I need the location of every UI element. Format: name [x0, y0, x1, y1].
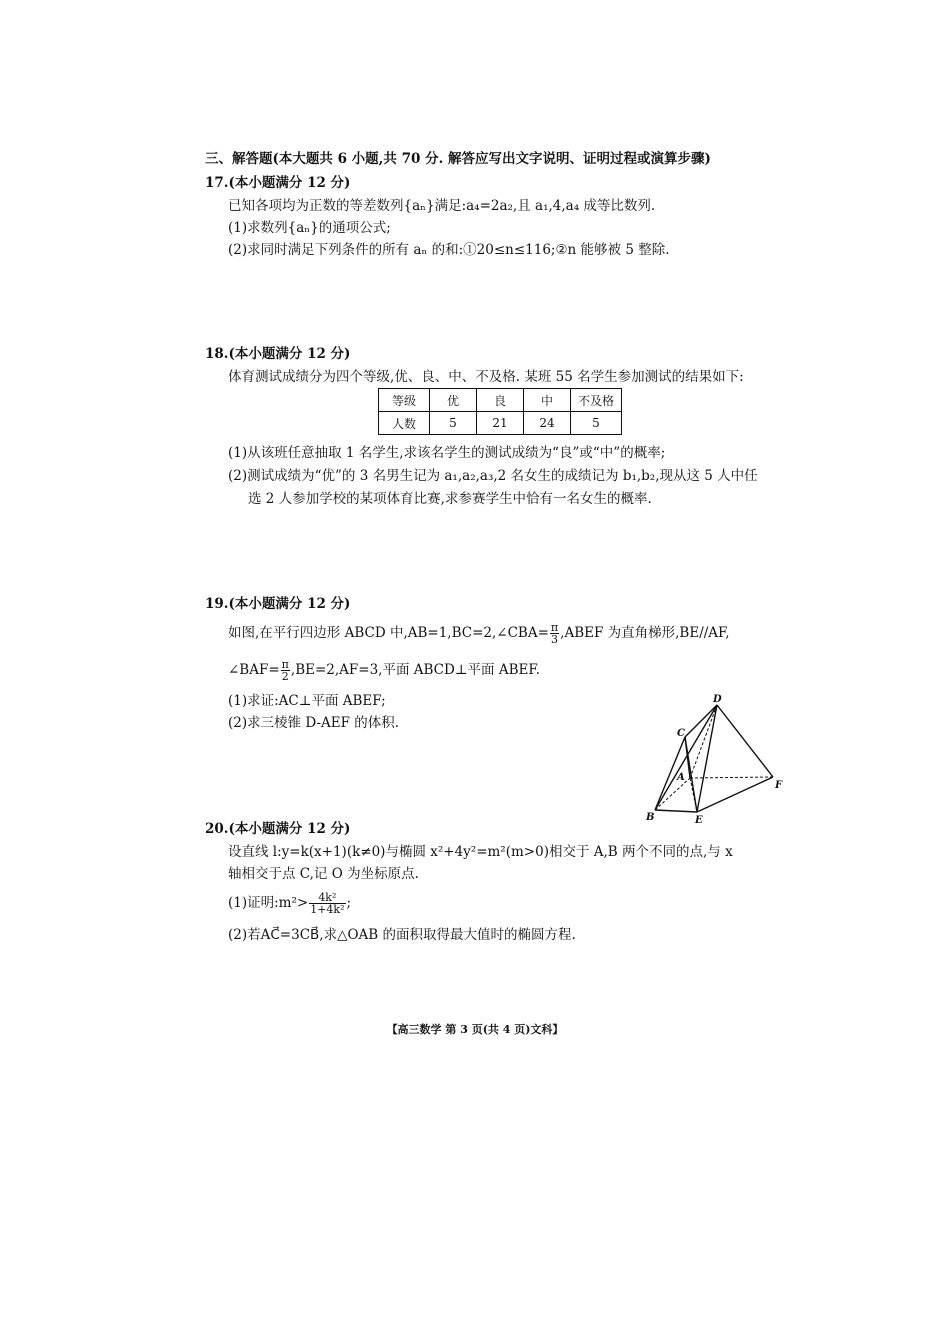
- q19-stem1-post: ,ABEF 为直角梯形,BE//AF,: [560, 625, 730, 641]
- q17-title: 17.(本小题满分 12 分): [205, 175, 351, 191]
- table-header-cell: 良: [477, 389, 524, 412]
- table-cell: 5: [571, 412, 622, 435]
- q18-stem: 体育测试成绩分为四个等级,优、良、中、不及格. 某班 55 名学生参加测试的结果如下:: [228, 369, 744, 385]
- fraction-numerator: π: [550, 621, 559, 634]
- pyramid-figure: [640, 690, 790, 825]
- q18-part2b: 选 2 人参加学校的某项体育比赛,求参赛学生中恰有一名女生的概率.: [248, 491, 652, 507]
- q20-part1: [228, 890, 351, 916]
- fraction-numerator: 4k²: [309, 892, 345, 904]
- q19-part1: (1)求证:AC⊥平面 ABEF;: [228, 693, 386, 709]
- q17-part2: (2)求同时满足下列条件的所有 aₙ 的和:①20≤n≤116;②n 能够被 5 整除.: [228, 242, 670, 258]
- q19-stem2-post: ,BE=2,AF=3,平面 ABCD⊥平面 ABEF.: [290, 662, 540, 678]
- q18-title: 18.(本小题满分 12 分): [205, 346, 351, 362]
- fraction-denominator: 1+4k²: [310, 903, 345, 916]
- table-row: [379, 412, 622, 435]
- section-heading: 三、解答题(本大题共 6 小题,共 70 分. 解答应写出文字说明、证明过程或演算步骤): [205, 151, 711, 167]
- q20-stem1: 设直线 l:y=k(x+1)(k≠0)与椭圆 x²+4y²=m²(m>0)相交于 A,B 两个不同的点,与 x: [228, 844, 733, 860]
- label-e: E: [695, 815, 703, 825]
- label-a: A: [677, 772, 685, 783]
- k-fraction: [309, 892, 345, 915]
- q19-stem1-pre: 如图,在平行四边形 ABCD 中,AB=1,BC=2,∠CBA=: [228, 625, 549, 641]
- q20-part1-pre: (1)证明:m²>: [228, 895, 309, 911]
- table-cell: 24: [524, 412, 571, 435]
- table-header-cell: 中: [524, 389, 571, 412]
- fraction-denominator: 3: [551, 633, 559, 646]
- q17-stem: 已知各项均为正数的等差数列{aₙ}满足:a₄=2a₂,且 a₁,4,a₄ 成等比数列.: [228, 198, 656, 214]
- table-header-cell: 等级: [379, 389, 430, 412]
- q20-title: 20.(本小题满分 12 分): [205, 821, 351, 837]
- q19-title: 19.(本小题满分 12 分): [205, 596, 351, 612]
- pi-over-2-fraction: [281, 659, 290, 682]
- table-header-cell: 不及格: [571, 389, 622, 412]
- label-d: D: [713, 694, 722, 705]
- label-c: C: [677, 728, 685, 739]
- label-f: F: [775, 780, 783, 791]
- label-b: B: [646, 812, 655, 823]
- table-cell: 5: [430, 412, 477, 435]
- q18-part2a: (2)测试成绩为“优”的 3 名男生记为 a₁,a₂,a₃,2 名女生的成绩记为 b₁,b₂,现从这 5 人中任: [228, 468, 758, 484]
- q19-stem2: [228, 657, 540, 683]
- table-cell: 21: [477, 412, 524, 435]
- q19-stem1: [228, 620, 730, 646]
- q20-part1-post: ;: [346, 895, 352, 911]
- table-row: [379, 389, 622, 412]
- q19-part2: (2)求三棱锥 D-AEF 的体积.: [228, 715, 400, 731]
- q19-stem2-pre: ∠BAF=: [228, 662, 280, 678]
- q18-part1: (1)从该班任意抽取 1 名学生,求该名学生的测试成绩为“良”或“中”的概率;: [228, 445, 666, 461]
- q20-part2: (2)若AC⃗=3CB⃗,求△OAB 的面积取得最大值时的椭圆方程.: [228, 927, 576, 943]
- fraction-numerator: π: [281, 658, 289, 671]
- table-cell: 人数: [379, 412, 430, 435]
- page-footer: 【高三数学 第 3 页(共 4 页)文科】: [386, 1023, 564, 1036]
- q17-part1: (1)求数列{aₙ}的通项公式;: [228, 220, 391, 236]
- pi-over-3-fraction: [550, 622, 559, 645]
- table-header-cell: 优: [430, 389, 477, 412]
- score-table: [378, 388, 622, 435]
- fraction-denominator: 2: [281, 670, 289, 683]
- q20-stem2: 轴相交于点 C,记 O 为坐标原点.: [228, 866, 419, 882]
